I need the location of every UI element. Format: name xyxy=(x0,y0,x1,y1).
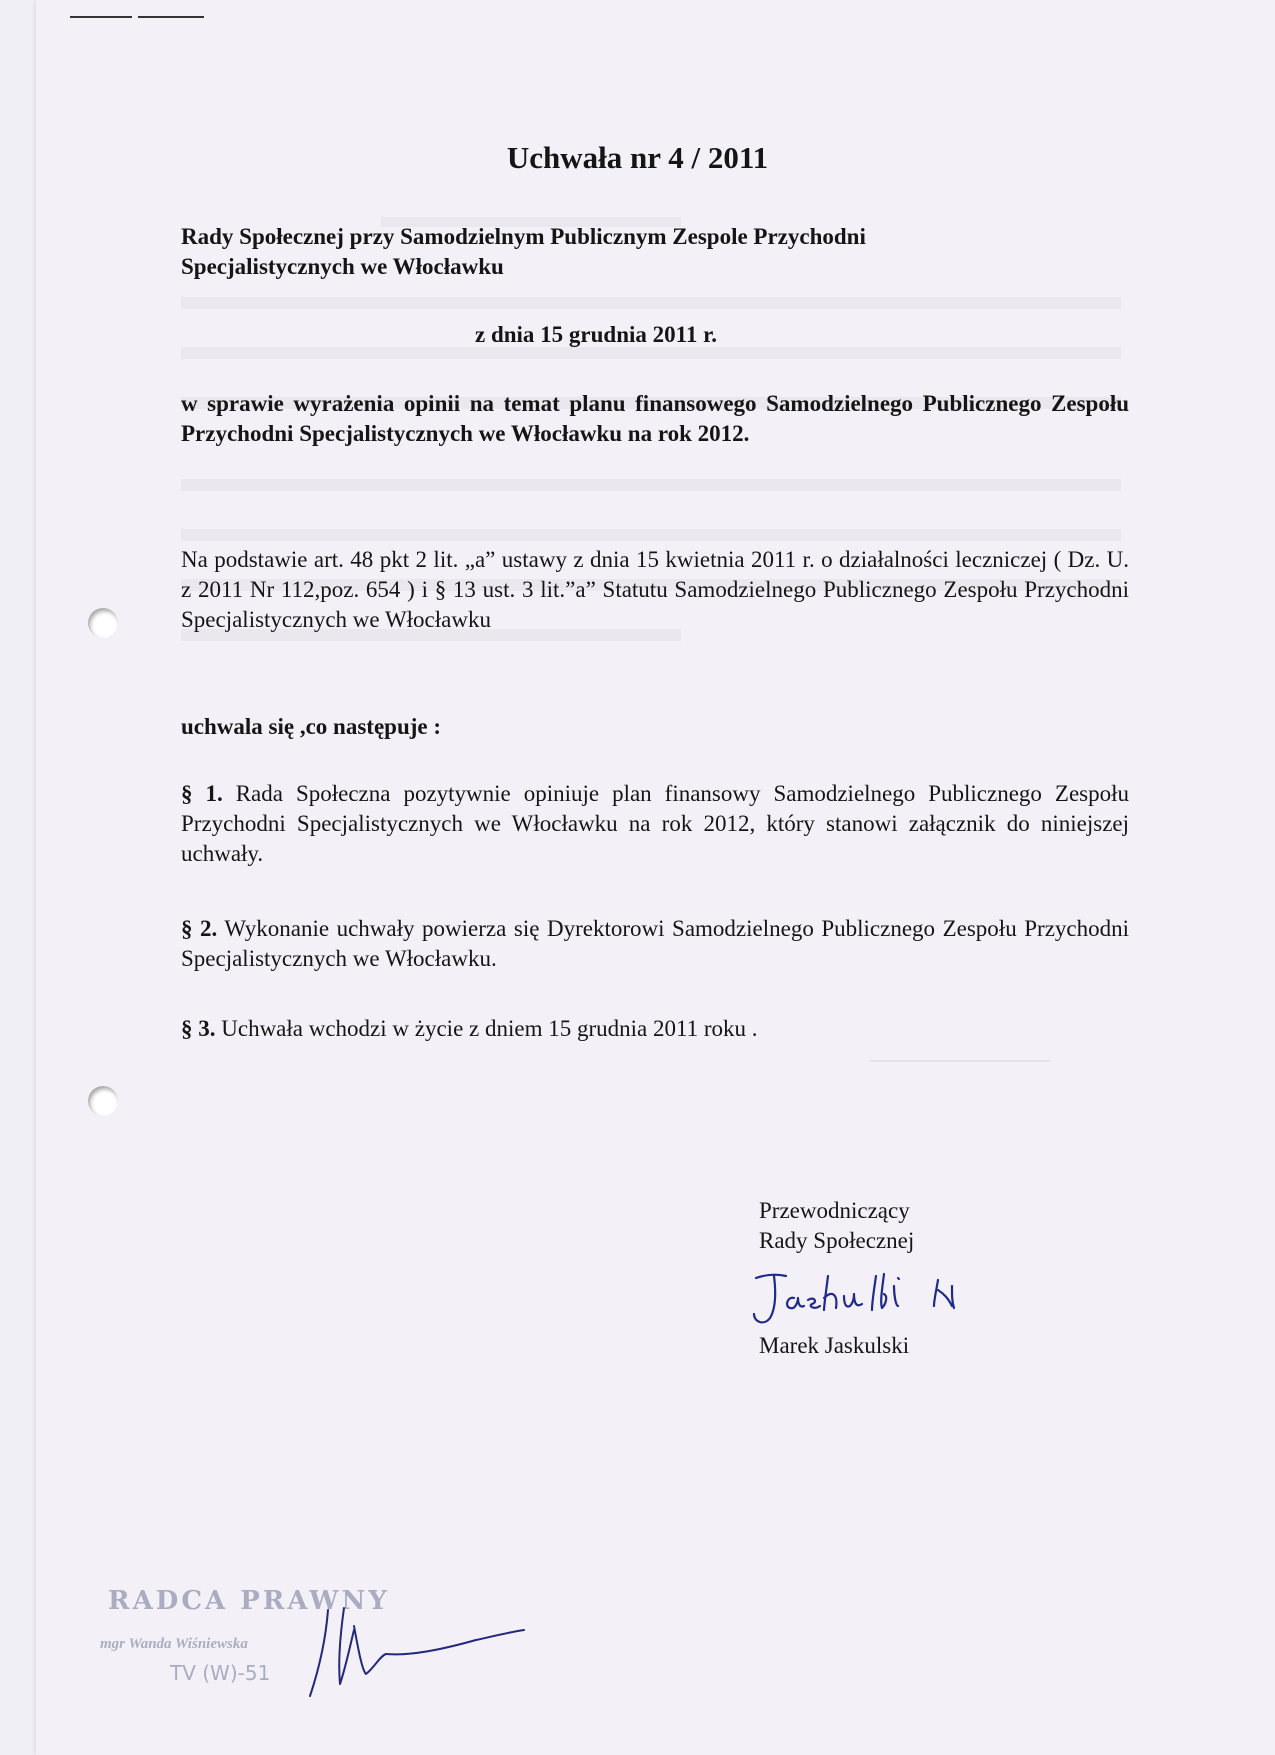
paragraph-1 xyxy=(181,779,1129,869)
signatory-title-line-2: Rady Społecznej xyxy=(759,1228,915,1253)
paragraph-3-number: § 3. xyxy=(181,1016,216,1041)
paragraph-2-text: Wykonanie uchwały powierza się Dyrektorowi Samodzielnego Publicznego Zespołu Przychodni Specjalistycznych we Włocławku. xyxy=(181,916,1129,971)
punch-hole-top xyxy=(88,608,118,638)
edge-marks xyxy=(70,8,210,26)
stamp-signature xyxy=(240,1596,540,1706)
legal-advisor-stamp xyxy=(100,1586,440,1706)
resolution-subject: w sprawie wyrażenia opinii na temat planu finansowego Samodzielnego Publicznego Zespołu Przychodni Specjalistycznych we Włocławku na rok 2012. xyxy=(181,391,1129,446)
paragraph-3-text: Uchwała wchodzi w życie z dniem 15 grudnia 2011 roku . xyxy=(215,1016,758,1041)
stamp-line-1: RADCA PRAWNY xyxy=(108,1586,390,1616)
signatory-title-line-1: Przewodniczący xyxy=(759,1198,910,1223)
resolution-intro: uchwala się ,co następuje : xyxy=(181,714,442,739)
issuer-line-1: Rady Społecznej przy Samodzielnym Publicznym Zespole Przychodni xyxy=(181,224,866,249)
punch-hole-bottom xyxy=(88,1086,118,1116)
paragraph-3 xyxy=(181,1014,1129,1044)
signatory-name: Marek Jaskulski xyxy=(759,1333,910,1358)
issuer xyxy=(181,222,1129,282)
handwritten-signature xyxy=(748,1262,978,1332)
stamp-line-2: mgr Wanda Wiśniewska xyxy=(100,1636,248,1652)
resolution-title: Uchwała nr 4 / 2011 xyxy=(506,140,769,175)
issuer-line-2: Specjalistycznych we Włocławku xyxy=(181,254,504,279)
paragraph-2 xyxy=(181,914,1129,974)
paragraph-1-text: Rada Społeczna pozytywnie opiniuje plan finansowy Samodzielnego Publicznego Zespołu Przychodni Specjalistycznych we Włocławku na rok 2012, który stanowi załącznik do niniejszej uchwały. xyxy=(181,781,1130,866)
signatory-title xyxy=(759,1196,914,1256)
paragraph-1-number: § 1. xyxy=(181,781,223,806)
legal-basis: Na podstawie art. 48 pkt 2 lit. „a” ustawy z dnia 15 kwietnia 2011 r. o działalności leczniczej ( Dz. U. z 2011 Nr 112,poz. 654 ) i § 13 ust. 3 lit.”a” Statutu Samodzielnego Publicznego Zespołu Przychodni Specjalistycznych we Włocławku xyxy=(181,547,1129,632)
stamp-line-3: TV (W)-51 xyxy=(170,1661,271,1685)
paragraph-2-number: § 2. xyxy=(181,916,218,941)
resolution-date: z dnia 15 grudnia 2011 r. xyxy=(475,322,717,347)
